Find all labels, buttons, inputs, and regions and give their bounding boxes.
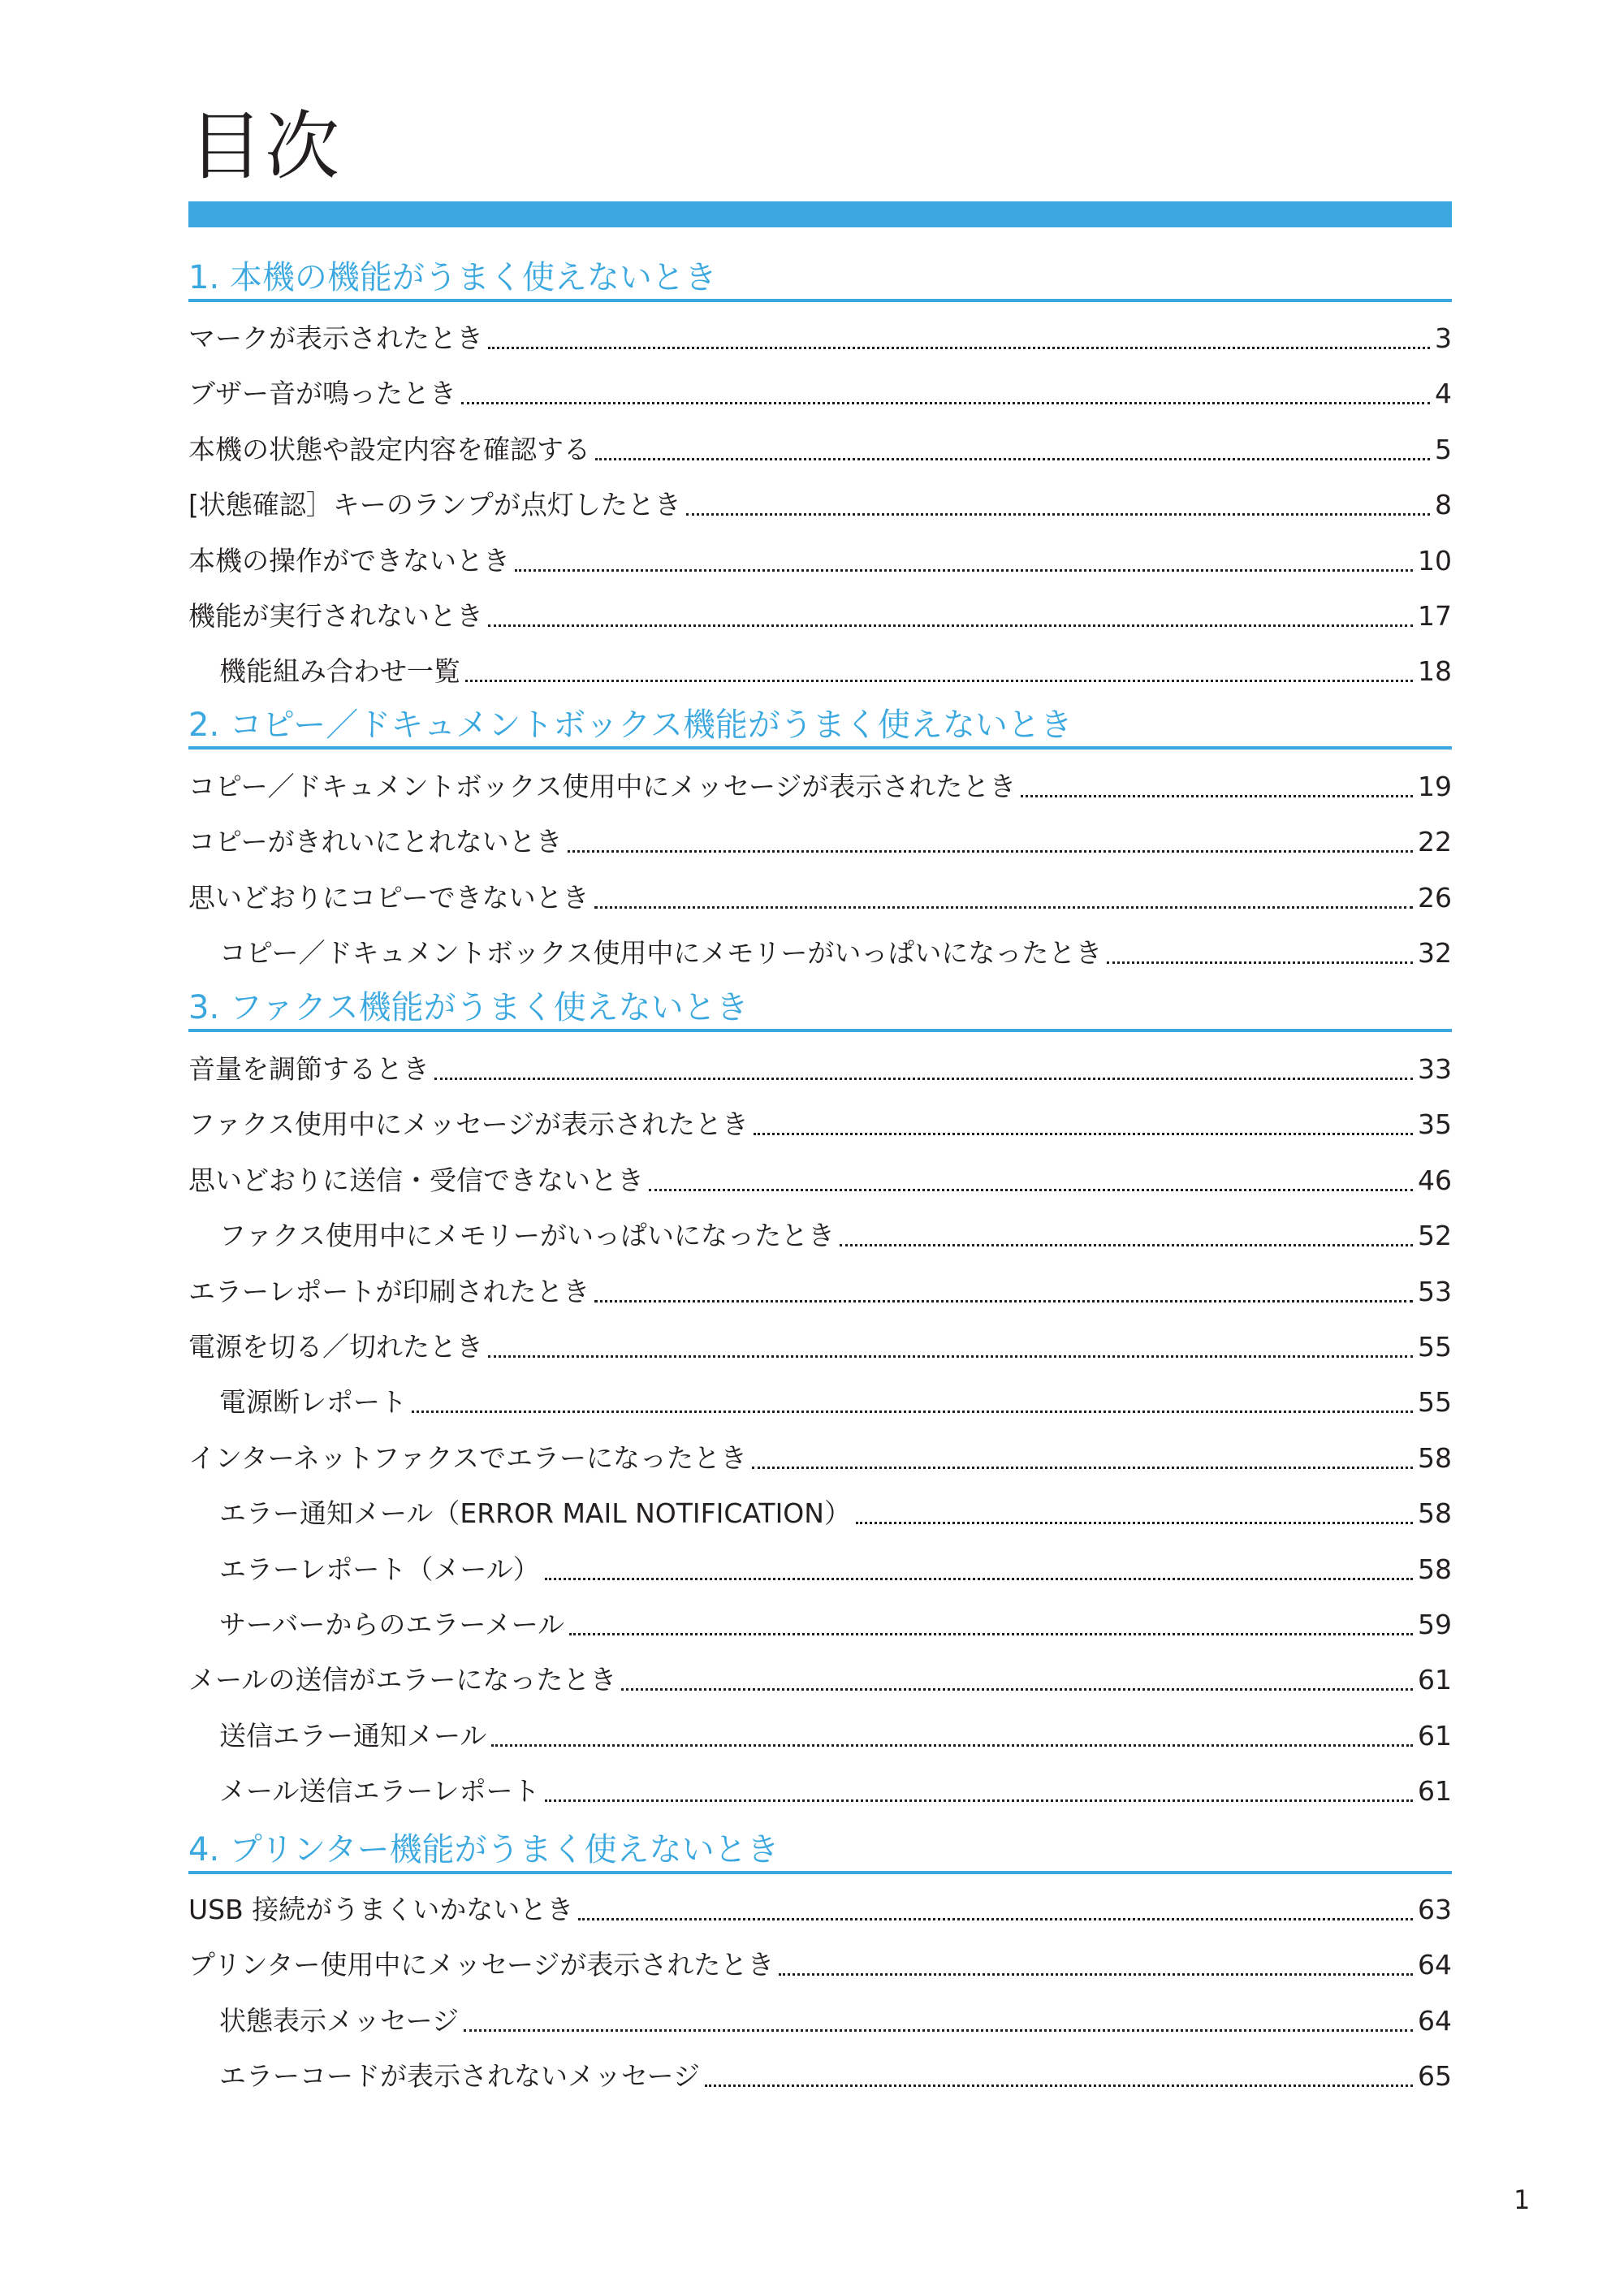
toc-entry-label: 思いどおりにコピーできないとき	[188, 881, 590, 914]
toc-entry-label: エラーレポートが印刷されたとき	[188, 1275, 590, 1307]
toc-entry-page: 53	[1418, 1275, 1452, 1307]
toc-subentry[interactable]	[219, 1493, 1452, 1534]
toc-entry-page: 61	[1418, 1775, 1452, 1808]
toc-subentry[interactable]	[219, 1549, 1452, 1590]
toc-entry-page: 59	[1418, 1609, 1452, 1640]
dot-leader	[412, 1411, 1413, 1413]
toc-entry[interactable]	[188, 1272, 1452, 1312]
dot-leader	[840, 1244, 1413, 1246]
dot-leader	[569, 1633, 1413, 1635]
dot-leader	[856, 1522, 1413, 1524]
toc-entry-label: コピーがきれいにとれないとき	[188, 826, 563, 858]
toc-subentry[interactable]	[219, 1716, 1452, 1756]
toc-entry-label: ブザー音が鳴ったとき	[188, 378, 456, 410]
toc-subentry[interactable]	[219, 1382, 1452, 1423]
toc-entry-page: 64	[1418, 2004, 1452, 2037]
toc-entry-page: 35	[1418, 1108, 1452, 1141]
toc-entry[interactable]	[188, 318, 1452, 359]
dot-leader	[578, 1918, 1413, 1920]
toc-entry-page: 64	[1418, 1949, 1452, 1981]
dot-leader	[1107, 961, 1413, 964]
toc-entry[interactable]	[188, 767, 1452, 807]
toc-entry[interactable]	[188, 1160, 1452, 1201]
section-heading[interactable]: 4. プリンター機能がうまく使えないとき	[188, 1825, 1452, 1874]
dot-leader	[705, 2084, 1413, 2087]
toc-entry[interactable]	[188, 1104, 1452, 1145]
toc-entry-label: インターネットファクスでエラーになったとき	[188, 1441, 748, 1474]
toc-entry-page: 61	[1418, 1719, 1452, 1752]
toc-entry[interactable]	[188, 430, 1452, 470]
page-number: 1	[1514, 2184, 1531, 2215]
toc-entry[interactable]	[188, 822, 1452, 862]
dot-leader	[1021, 795, 1413, 797]
dot-leader	[686, 513, 1430, 516]
toc-entry-page: 10	[1418, 544, 1452, 577]
toc-entry-label: [状態確認］キーのランプが点灯したとき	[188, 489, 681, 521]
dot-leader	[595, 458, 1430, 460]
dot-leader	[488, 1355, 1413, 1358]
dot-leader	[515, 569, 1413, 572]
dot-leader	[621, 1688, 1413, 1691]
dot-leader	[545, 1578, 1413, 1580]
toc-entry-page: 19	[1418, 771, 1452, 802]
toc-entry-page: 32	[1418, 937, 1452, 970]
toc-entry-label: 送信エラー通知メール	[219, 1719, 487, 1752]
dot-leader	[752, 1467, 1413, 1469]
toc-entry-page: 55	[1418, 1331, 1452, 1363]
toc-entry-label: マークが表示されたとき	[188, 322, 483, 354]
toc-entry-page: 58	[1418, 1553, 1452, 1585]
dot-leader	[488, 347, 1430, 349]
title-rule	[188, 201, 1452, 227]
toc-entry-page: 65	[1418, 2060, 1452, 2093]
toc-entry-page: 8	[1435, 489, 1452, 521]
toc-entry[interactable]	[188, 1945, 1452, 1985]
toc-entry-page: 17	[1418, 600, 1452, 632]
toc-entry-page: 26	[1418, 881, 1452, 914]
toc-entry-label: コピー／ドキュメントボックス使用中にメッセージが表示されたとき	[188, 771, 1017, 802]
toc-entry-label: 電源を切る／切れたとき	[188, 1331, 483, 1363]
toc-entry-label: 思いどおりに送信・受信できないとき	[188, 1164, 644, 1196]
toc-entry-label: エラーレポート（メール）	[219, 1553, 540, 1585]
toc-entry-label: プリンター使用中にメッセージが表示されたとき	[188, 1949, 775, 1981]
toc-entry-page: 46	[1418, 1164, 1452, 1196]
toc-entry[interactable]	[188, 1660, 1452, 1700]
toc-entry-page: 52	[1418, 1220, 1452, 1252]
dot-leader	[754, 1133, 1413, 1135]
section-heading[interactable]: 3. ファクス機能がうまく使えないとき	[188, 983, 1452, 1032]
toc-entry-page: 5	[1435, 433, 1452, 465]
toc-entry-label: 機能組み合わせ一覧	[219, 655, 460, 688]
toc-entry-label: 機能が実行されないとき	[188, 600, 483, 632]
section-heading[interactable]: 2. コピー／ドキュメントボックス機能がうまく使えないとき	[188, 701, 1452, 750]
toc-entry[interactable]	[188, 374, 1452, 414]
toc-subentry[interactable]	[219, 1216, 1452, 1256]
toc-entry-page: 3	[1435, 322, 1452, 354]
toc-subentry[interactable]	[219, 2056, 1452, 2097]
dot-leader	[545, 1799, 1413, 1802]
toc-entry[interactable]	[188, 1890, 1452, 1930]
toc-entry[interactable]	[188, 541, 1452, 581]
dot-leader	[491, 1744, 1413, 1747]
dot-leader	[465, 680, 1413, 682]
dot-leader	[434, 1078, 1413, 1080]
toc-entry-label: 状態表示メッセージ	[219, 2004, 460, 2037]
toc-entry-label: サーバーからのエラーメール	[219, 1609, 565, 1640]
toc-entry-page: 61	[1418, 1664, 1452, 1696]
toc-entry-page: 55	[1418, 1386, 1452, 1419]
toc-entry[interactable]	[188, 485, 1452, 525]
toc-entry[interactable]	[188, 596, 1452, 637]
toc-entry-page: 63	[1418, 1894, 1452, 1925]
toc-entry-label: 電源断レポート	[219, 1386, 407, 1419]
dot-leader	[594, 1300, 1413, 1303]
toc-entry-label: 音量を調節するとき	[188, 1053, 430, 1085]
toc-entry-page: 58	[1418, 1441, 1452, 1474]
page-title: 目次	[188, 103, 342, 190]
toc-entry-label: 本機の状態や設定内容を確認する	[188, 433, 590, 465]
dot-leader	[779, 1973, 1413, 1976]
toc-subentry[interactable]	[219, 933, 1452, 974]
toc-entry-page: 58	[1418, 1497, 1452, 1530]
toc-entry-label: コピー／ドキュメントボックス使用中にメモリーがいっぱいになったとき	[219, 937, 1103, 970]
toc-subentry[interactable]	[219, 2001, 1452, 2041]
toc-entry[interactable]	[188, 1049, 1452, 1090]
section-heading[interactable]: 1. 本機の機能がうまく使えないとき	[188, 253, 1452, 302]
toc-entry-label: 本機の操作ができないとき	[188, 544, 510, 577]
toc-entry-page: 4	[1435, 378, 1452, 410]
toc-subentry[interactable]	[219, 1605, 1452, 1645]
toc-entry-page: 22	[1418, 826, 1452, 858]
dot-leader	[649, 1189, 1413, 1191]
toc-entry-label: エラー通知メール（ERROR MAIL NOTIFICATION）	[219, 1497, 851, 1530]
toc-subentry[interactable]	[219, 1771, 1452, 1812]
toc-entry[interactable]	[188, 878, 1452, 918]
dot-leader	[594, 906, 1413, 909]
dot-leader	[461, 402, 1430, 404]
toc-subentry[interactable]	[219, 651, 1452, 692]
toc-entry-label: メール送信エラーレポート	[219, 1775, 540, 1808]
toc-entry-page: 18	[1418, 655, 1452, 688]
toc-entry-label: ファクス使用中にメッセージが表示されたとき	[188, 1108, 749, 1141]
toc-entry-label: ファクス使用中にメモリーがいっぱいになったとき	[219, 1220, 836, 1252]
toc-entry[interactable]	[188, 1327, 1452, 1367]
toc-entry-label: USB 接続がうまくいかないとき	[188, 1894, 574, 1925]
dot-leader	[568, 850, 1413, 853]
toc-entry-label: エラーコードが表示されないメッセージ	[219, 2060, 701, 2093]
dot-leader	[488, 624, 1413, 627]
toc-entry-page: 33	[1418, 1053, 1452, 1085]
toc-entry-label: メールの送信がエラーになったとき	[188, 1664, 617, 1696]
toc-entry[interactable]	[188, 1438, 1452, 1479]
dot-leader	[464, 2029, 1413, 2032]
